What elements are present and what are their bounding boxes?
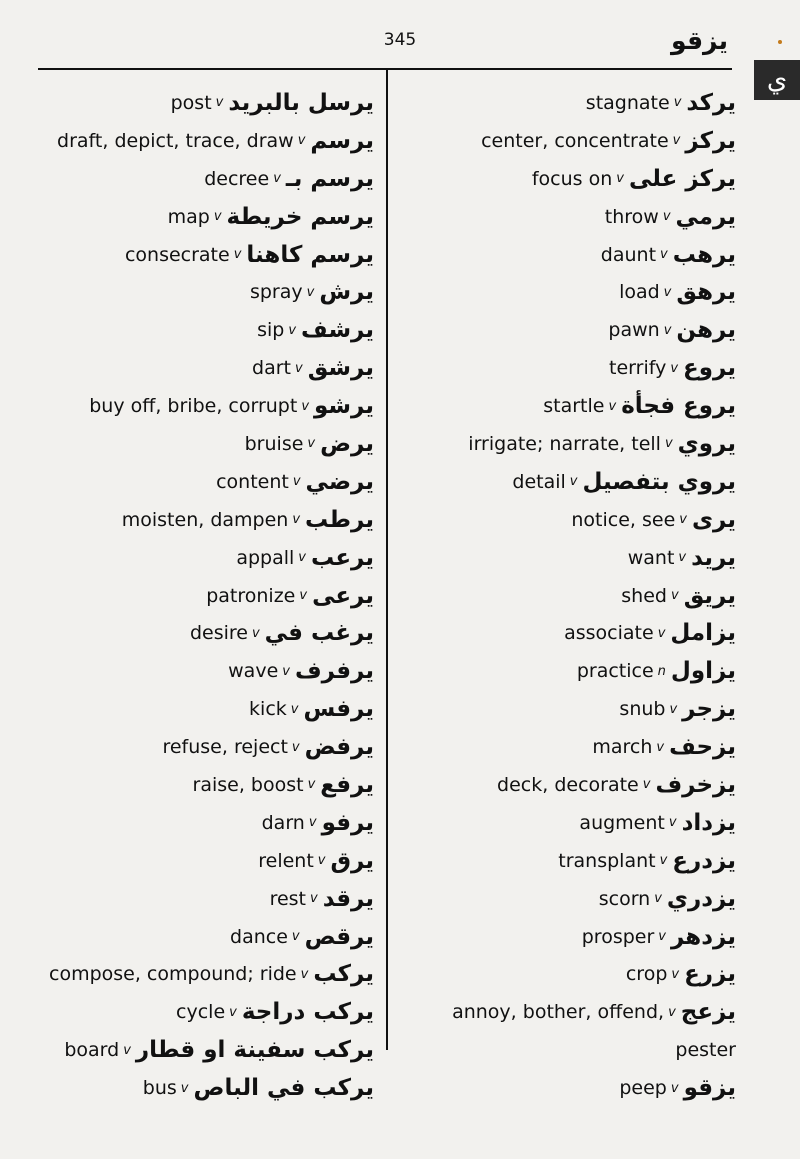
entry-headword: يروع	[683, 355, 736, 382]
entry-definition: startle	[543, 395, 605, 418]
entry-definition: appall	[236, 546, 295, 569]
dictionary-entry	[452, 84, 736, 122]
entry-definition: kick	[249, 698, 287, 721]
dictionary-entry	[452, 804, 736, 842]
dictionary-entry	[452, 387, 736, 425]
dictionary-entry	[49, 766, 374, 804]
entry-part-of-speech: v	[297, 133, 306, 149]
entry-part-of-speech: v	[679, 512, 687, 528]
entry-definition: load	[619, 281, 660, 304]
entry-headword: يرشف	[301, 317, 374, 344]
dictionary-entry	[452, 766, 736, 804]
entry-part-of-speech: v	[663, 284, 672, 300]
entry-part-of-speech: v	[273, 171, 281, 187]
entry-definition: snub	[619, 698, 666, 721]
entry-definition: relent	[258, 849, 314, 872]
dictionary-entry	[452, 501, 736, 539]
entry-part-of-speech: v	[215, 95, 224, 111]
entry-part-of-speech: v	[656, 739, 665, 755]
entry-definition: raise, boost	[192, 773, 304, 796]
entry-definition: stagnate	[585, 91, 670, 114]
entry-part-of-speech: v	[300, 966, 309, 982]
entry-part-of-speech: v	[616, 171, 624, 187]
entry-definition: pester	[675, 1039, 736, 1062]
entry-definition: terrify	[609, 357, 667, 380]
entry-definition: dance	[230, 925, 288, 948]
entry-definition: consecrate	[124, 243, 230, 266]
entry-part-of-speech: v	[301, 398, 310, 414]
entry-headword: يروي	[677, 430, 736, 457]
entry-part-of-speech: v	[310, 891, 318, 907]
entry-part-of-speech: v	[307, 777, 316, 793]
entry-headword: يرقص	[304, 923, 374, 950]
entry-headword: يرضي	[305, 468, 374, 495]
entry-headword: يرق	[330, 847, 374, 874]
dictionary-entry	[452, 1069, 736, 1107]
entry-part-of-speech: v	[233, 247, 242, 262]
entry-definition: throw	[604, 205, 659, 228]
entry-definition: buy off, bribe, corrupt	[89, 395, 298, 418]
entry-definition: prosper	[581, 925, 655, 948]
entry-definition: draft, depict, trace, draw	[57, 129, 294, 152]
entry-definition: deck, decorate	[497, 773, 639, 796]
entry-headword: يرسم	[310, 127, 374, 154]
entry-headword: يركب	[313, 961, 374, 988]
entry-headword: يزرع	[684, 961, 736, 988]
entry-part-of-speech: v	[663, 322, 672, 338]
dictionary-entry	[452, 652, 736, 690]
entry-definition: post	[170, 91, 212, 114]
dictionary-entry	[49, 425, 374, 463]
entry-part-of-speech: v	[307, 436, 316, 452]
entry-headword: يرغب في	[264, 620, 374, 647]
entry-headword: يرفض	[304, 734, 374, 761]
entry-headword: يزخرف	[655, 771, 736, 798]
guide-word: يزقو	[671, 26, 728, 55]
dictionary-entry	[49, 387, 374, 425]
dictionary-entry	[49, 501, 374, 539]
entry-headword: يركب سفينة او قطار	[135, 1037, 374, 1064]
dictionary-entry	[49, 1069, 374, 1107]
entry-headword: يريد	[691, 544, 736, 571]
dictionary-entry	[49, 198, 374, 236]
dictionary-entry	[452, 311, 736, 349]
entry-definition: peep	[619, 1077, 667, 1100]
entry-headword: يرشو	[314, 393, 374, 420]
entry-part-of-speech: v	[229, 1004, 237, 1020]
entry-headword: يرسم خريطة	[226, 203, 374, 230]
entry-part-of-speech: v	[308, 815, 317, 831]
entry-headword: يرفرف	[294, 658, 374, 685]
entry-headword: يركد	[686, 89, 736, 116]
dictionary-entry	[452, 918, 736, 956]
dictionary-entry	[49, 728, 374, 766]
entry-part-of-speech: v	[673, 95, 682, 111]
entry-definition: daunt	[600, 243, 657, 266]
dictionary-entry	[49, 236, 374, 274]
entry-part-of-speech: v	[292, 474, 301, 490]
entry-part-of-speech: v	[299, 588, 308, 604]
dictionary-entry	[49, 690, 374, 728]
entry-part-of-speech: v	[669, 701, 678, 717]
entry-definition: focus on	[531, 167, 613, 190]
entry-part-of-speech: v	[282, 663, 290, 679]
entry-definition: rest	[269, 887, 306, 910]
entry-headword: يركب دراجة	[241, 999, 374, 1026]
entry-part-of-speech: v	[288, 322, 297, 338]
entry-part-of-speech: v	[642, 777, 651, 793]
entry-part-of-speech: v	[306, 284, 315, 300]
dictionary-entry	[49, 463, 374, 501]
dictionary-entry	[49, 993, 374, 1031]
entry-part-of-speech: v	[291, 739, 300, 755]
entry-definition: scorn	[598, 887, 651, 910]
dictionary-entry	[49, 1031, 374, 1069]
dictionary-entry	[452, 122, 736, 160]
entry-definition: dart	[252, 357, 291, 380]
dictionary-entry	[49, 842, 374, 880]
entry-headword: يرسم بـ	[285, 165, 374, 192]
dictionary-entry	[49, 349, 374, 387]
entry-definition: notice, see	[571, 508, 676, 531]
entry-definition: cycle	[176, 1001, 226, 1024]
dictionary-entry	[452, 842, 736, 880]
entry-part-of-speech: v	[291, 929, 300, 945]
entry-part-of-speech: v	[290, 701, 299, 717]
entry-part-of-speech: v	[668, 815, 677, 831]
entry-part-of-speech: v	[608, 398, 617, 414]
entry-headword: يزجر	[682, 696, 736, 723]
dictionary-entry	[452, 236, 736, 274]
entry-definition: march	[592, 736, 653, 759]
dictionary-entry	[49, 273, 374, 311]
dictionary-entry	[49, 880, 374, 918]
entry-headword: يركب في الباص	[193, 1075, 374, 1102]
entry-headword: يركز	[685, 127, 736, 154]
entry-headword: يريق	[683, 582, 736, 609]
entry-headword: يزقو	[683, 1075, 736, 1102]
entry-part-of-speech: v	[671, 966, 680, 982]
entry-definition: wave	[228, 660, 279, 683]
entry-headword: يرعب	[310, 544, 374, 571]
entry-part-of-speech: v	[658, 929, 666, 945]
entry-headword: يرسم كاهنا	[246, 241, 374, 268]
entry-definition: shed	[621, 584, 667, 607]
dictionary-entry	[452, 614, 736, 652]
entry-part-of-speech: v	[670, 588, 679, 604]
entry-definition: want	[627, 546, 675, 569]
entry-definition: spray	[249, 281, 303, 304]
entry-definition: bruise	[244, 432, 304, 455]
dictionary-entry	[49, 311, 374, 349]
dictionary-entry	[49, 614, 374, 652]
entry-definition: sip	[257, 319, 285, 342]
entry-definition: associate	[564, 622, 654, 645]
entry-headword: يرسل بالبريد	[228, 89, 374, 116]
entry-part-of-speech: v	[654, 891, 662, 907]
entry-part-of-speech: v	[670, 1080, 679, 1096]
dictionary-entry	[452, 198, 736, 236]
entry-part-of-speech: v	[678, 550, 687, 566]
entry-definition: patronize	[206, 584, 296, 607]
entry-headword: يزدري	[666, 885, 736, 912]
entry-definition: decree	[204, 167, 270, 190]
entry-headword: يرعى	[312, 582, 374, 609]
entry-part-of-speech: v	[123, 1042, 131, 1058]
entry-headword: يزامل	[670, 620, 736, 647]
entry-headword: يرمي	[675, 203, 736, 230]
entry-definition: augment	[579, 811, 665, 834]
dictionary-entry	[452, 993, 736, 1031]
dictionary-entry	[49, 539, 374, 577]
entry-part-of-speech: v	[298, 550, 306, 566]
entry-part-of-speech: v	[251, 625, 260, 641]
entry-headword: يركز على	[628, 165, 736, 192]
entry-definition: desire	[189, 622, 248, 645]
entry-part-of-speech: v	[660, 247, 668, 262]
dictionary-entry	[452, 425, 736, 463]
dictionary-entry	[49, 652, 374, 690]
entry-part-of-speech: v	[670, 360, 679, 376]
entry-part-of-speech: v	[659, 853, 668, 869]
entry-headword: يرهب	[672, 241, 736, 268]
dictionary-entry	[49, 804, 374, 842]
dictionary-entry	[49, 577, 374, 615]
dictionary-entry	[49, 918, 374, 956]
dictionary-entry	[452, 349, 736, 387]
page-number: 345	[383, 30, 417, 50]
entry-definition: content	[216, 470, 289, 493]
entry-headword: يرفس	[303, 696, 374, 723]
entry-part-of-speech: v	[213, 209, 222, 225]
entry-definition: map	[167, 205, 210, 228]
entry-part-of-speech: n	[657, 663, 666, 679]
entry-headword: يزحف	[669, 734, 736, 761]
entry-definition: moisten, dampen	[121, 508, 289, 531]
entry-definition: bus	[142, 1077, 177, 1100]
entry-part-of-speech: v	[657, 625, 666, 641]
entry-headword: يروع فجأة	[621, 393, 736, 420]
dictionary-entry	[452, 577, 736, 615]
entry-headword: يرفو	[321, 809, 374, 836]
entry-part-of-speech: v	[668, 1004, 676, 1020]
entry-headword: يرهق	[676, 279, 736, 306]
entry-part-of-speech: v	[672, 133, 681, 149]
entry-definition: refuse, reject	[162, 736, 288, 759]
entry-part-of-speech: v	[569, 474, 578, 490]
dictionary-entry	[49, 160, 374, 198]
entry-definition: board	[64, 1039, 120, 1062]
letter-tab: ي	[754, 60, 800, 100]
entry-part-of-speech: v	[292, 512, 301, 528]
entry-part-of-speech: v	[180, 1080, 189, 1096]
dictionary-entry	[452, 1031, 736, 1069]
dictionary-entry	[452, 463, 736, 501]
dictionary-entry	[452, 539, 736, 577]
dictionary-entry	[452, 690, 736, 728]
dictionary-entry	[452, 728, 736, 766]
entry-headword: يرى	[691, 506, 736, 533]
dictionary-entry	[452, 273, 736, 311]
dictionary-entry	[49, 122, 374, 160]
entry-definition: pawn	[608, 319, 660, 342]
entry-part-of-speech: v	[317, 853, 326, 869]
entry-headword: يزدهر	[670, 923, 736, 950]
entry-headword: يزعج	[680, 999, 736, 1026]
column-divider	[386, 70, 388, 1050]
entry-definition: transplant	[558, 849, 656, 872]
right-column	[452, 84, 736, 1107]
entry-headword: يزاول	[670, 658, 736, 685]
entry-headword: يروي بتفصيل	[582, 468, 736, 495]
entry-headword: يرطب	[305, 506, 374, 533]
entry-definition: practice	[576, 660, 654, 683]
entry-definition: detail	[512, 470, 566, 493]
entry-headword: يزدرع	[672, 847, 736, 874]
entry-headword: يرفع	[320, 771, 374, 798]
entry-definition: center, concentrate	[481, 129, 669, 152]
entry-headword: يرشق	[307, 355, 374, 382]
entry-definition: crop	[625, 963, 668, 986]
left-column	[49, 84, 374, 1107]
header-rule	[38, 68, 732, 70]
dictionary-entry	[49, 84, 374, 122]
dictionary-entry	[49, 955, 374, 993]
entry-headword: يزداد	[681, 809, 736, 836]
entry-definition: annoy, bother, offend,	[452, 1001, 665, 1024]
dictionary-entry	[452, 880, 736, 918]
entry-definition: irrigate; narrate, tell	[468, 432, 661, 455]
entry-headword: يرقد	[322, 885, 374, 912]
entry-definition: darn	[261, 811, 305, 834]
entry-definition: compose, compound; ride	[49, 963, 297, 986]
dictionary-entry	[452, 955, 736, 993]
entry-headword: يرش	[319, 279, 374, 306]
dictionary-entry	[452, 160, 736, 198]
entry-headword: يرهن	[676, 317, 736, 344]
entry-headword: يرض	[320, 430, 374, 457]
entry-part-of-speech: v	[664, 436, 673, 452]
entry-part-of-speech: v	[662, 209, 671, 225]
entry-part-of-speech: v	[295, 360, 303, 376]
